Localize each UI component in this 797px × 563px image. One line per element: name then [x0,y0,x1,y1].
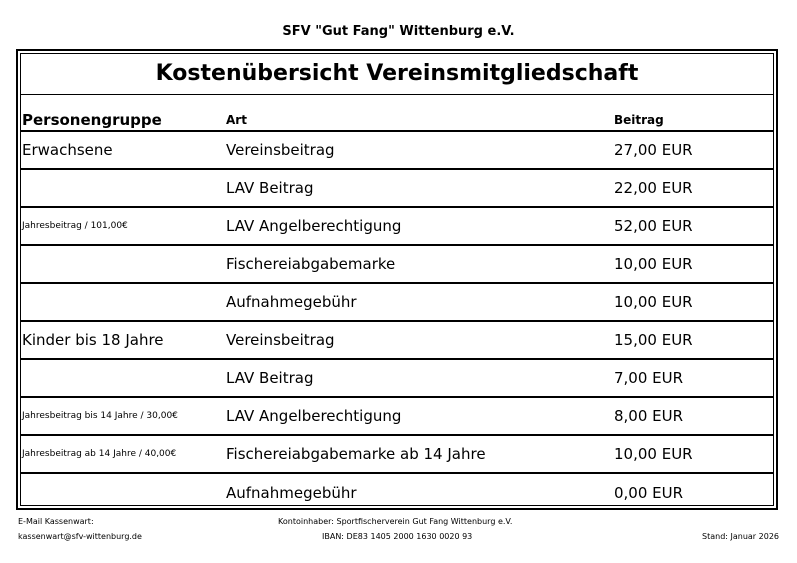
table-title: Kostenübersicht Vereinsmitgliedschaft [21,54,773,95]
row-fee: 22,00 EUR [614,179,693,197]
table-row [21,474,773,512]
footer-status: Stand: Januar 2026 [702,532,779,541]
table-header-row [21,95,773,132]
table-row [21,398,773,436]
header-type: Art [226,112,247,127]
row-type: Fischereiabgabemarke ab 14 Jahre [226,445,486,463]
table-row [21,322,773,360]
table-row [21,170,773,208]
table-row [21,436,773,474]
row-fee: 10,00 EUR [614,293,693,311]
footer-account-holder: Kontoinhaber: Sportfischerverein Gut Fang Wittenburg e.V. [278,517,513,526]
row-group [22,246,222,282]
fee-table [16,49,778,510]
footer-email: kassenwart@sfv-wittenburg.de [18,532,142,541]
row-group: Jahresbeitrag / 101,00€ [22,221,128,231]
row-fee: 10,00 EUR [614,445,693,463]
row-group [22,170,222,206]
row-group: Jahresbeitrag ab 14 Jahre / 40,00€ [22,449,177,459]
row-group [22,360,222,396]
table-row [21,246,773,284]
table-row [21,208,773,246]
row-type: LAV Beitrag [226,179,314,197]
row-type: Vereinsbeitrag [226,141,335,159]
row-group: Jahresbeitrag bis 14 Jahre / 30,00€ [22,411,178,421]
footer-iban: IBAN: DE83 1405 2000 1630 0020 93 [322,532,473,541]
row-type: Aufnahmegebühr [226,293,357,311]
row-group: Erwachsene [22,141,113,159]
row-fee: 10,00 EUR [614,255,693,273]
row-type: LAV Beitrag [226,369,314,387]
row-type: Aufnahmegebühr [226,484,357,502]
row-fee: 7,00 EUR [614,369,684,387]
row-type: LAV Angelberechtigung [226,407,402,425]
row-type: LAV Angelberechtigung [226,217,402,235]
fee-table-inner [20,53,774,506]
table-row [21,360,773,398]
row-group: Kinder bis 18 Jahre [22,331,164,349]
row-group [22,284,222,320]
row-group [22,474,222,512]
header-group: Personengruppe [22,110,162,129]
row-fee: 27,00 EUR [614,141,693,159]
organization-name: SFV "Gut Fang" Wittenburg e.V. [282,24,515,39]
row-type: Fischereiabgabemarke [226,255,396,273]
footer-email-label: E-Mail Kassenwart: [18,517,94,526]
row-type: Vereinsbeitrag [226,331,335,349]
row-fee: 15,00 EUR [614,331,693,349]
table-row [21,284,773,322]
row-fee: 8,00 EUR [614,407,684,425]
row-fee: 52,00 EUR [614,217,693,235]
header-fee: Beitrag [614,112,664,127]
row-fee: 0,00 EUR [614,484,684,502]
table-row [21,132,773,170]
